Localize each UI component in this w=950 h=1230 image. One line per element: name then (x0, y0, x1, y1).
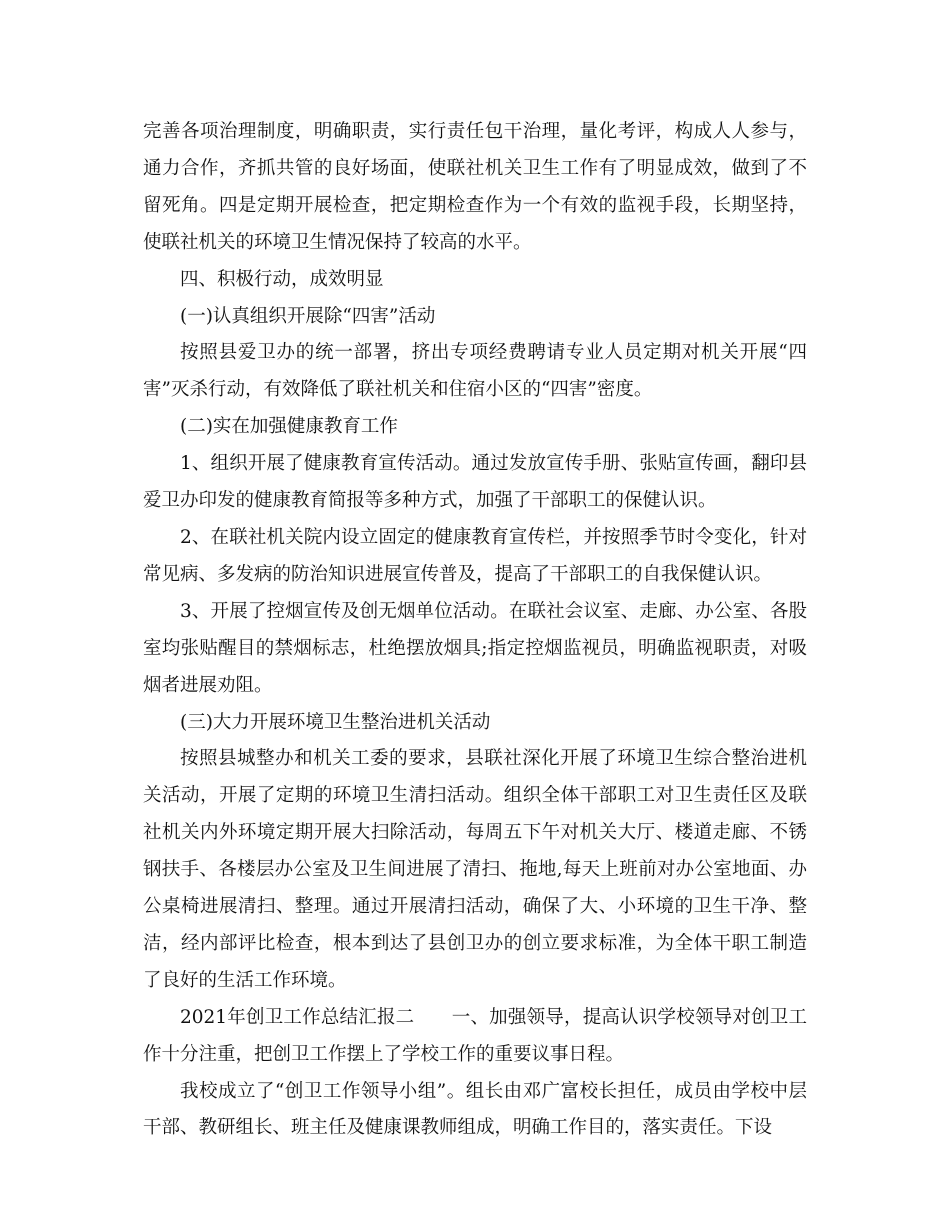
subheading-three: (三)大力开展环境卫生整治进机关活动 (180, 711, 491, 733)
list-item-2: 2、在联社机关院内设立固定的健康教育宣传栏，并按照季节时令变化，针对常见病、多发病的防治知识进展宣传普及，提高了干部职工的自我保健认识。 (143, 526, 807, 585)
list-item-1: 1、组织开展了健康教育宣传活动。通过发放宣传手册、张贴宣传画，翻印县爱卫办印发的健康教育简报等多种方式，加强了干部职工的保健认识。 (143, 453, 807, 512)
paragraph-continuation: 完善各项治理制度，明确职责，实行责任包干治理，量化考评，构成人人参与，通力合作，齐抓共管的良好场面，使联社机关卫生工作有了明显成效，做到了不留死角。四是定期开展检查，把定期检查作为一个有效的监视手段，长期坚持，使联社机关的环境卫生情况保持了较高的水平。 (143, 121, 807, 253)
paragraph-report-two: 2021年创卫工作总结汇报二 一、加强领导，提高认识学校领导对创卫工作十分注重，把创卫工作摆上了学校工作的重要议事日程。 (143, 1006, 807, 1065)
list-item-3: 3、开展了控烟宣传及创无烟单位活动。在联社会议室、走廊、办公室、各股室均张贴醒目的禁烟标志，杜绝摆放烟具;指定控烟监视员，明确监视职责，对吸烟者进展劝阻。 (143, 600, 807, 696)
section-heading-four: 四、积极行动，成效明显 (180, 268, 384, 290)
paragraph-environment-cleanup: 按照县城整办和机关工委的要求，县联社深化开展了环境卫生综合整治进机关活动，开展了定期的环境卫生清扫活动。组织全体干部职工对卫生责任区及联社机关内外环境定期开展大扫除活动，每周五下午对机关大厅、楼道走廊、不锈钢扶手、各楼层办公室及卫生间进展了清扫、拖地,每天上班前对办公室地面、办公桌椅进展清扫、整理。通过开展清扫活动，确保了大、小环境的卫生干净、整洁，经内部评比检查，根本到达了县创卫办的创立要求标准，为全体干职工制造了良好的生活工作环境。 (143, 748, 807, 991)
paragraph-leadership-group: 我校成立了“创卫工作领导小组”。组长由邓广富校长担任，成员由学校中层干部、教研组长、班主任及健康课教师组成，明确工作目的，落实责任。下设 (143, 1080, 807, 1139)
document-page (143, 114, 807, 1147)
subheading-one: (一)认真组织开展除“四害”活动 (180, 305, 436, 327)
paragraph-pest-control: 按照县爱卫办的统一部署，挤出专项经费聘请专业人员定期对机关开展“四害”灭杀行动，有效降低了联社机关和住宿小区的“四害”密度。 (143, 342, 807, 401)
subheading-two: (二)实在加强健康教育工作 (180, 416, 398, 438)
